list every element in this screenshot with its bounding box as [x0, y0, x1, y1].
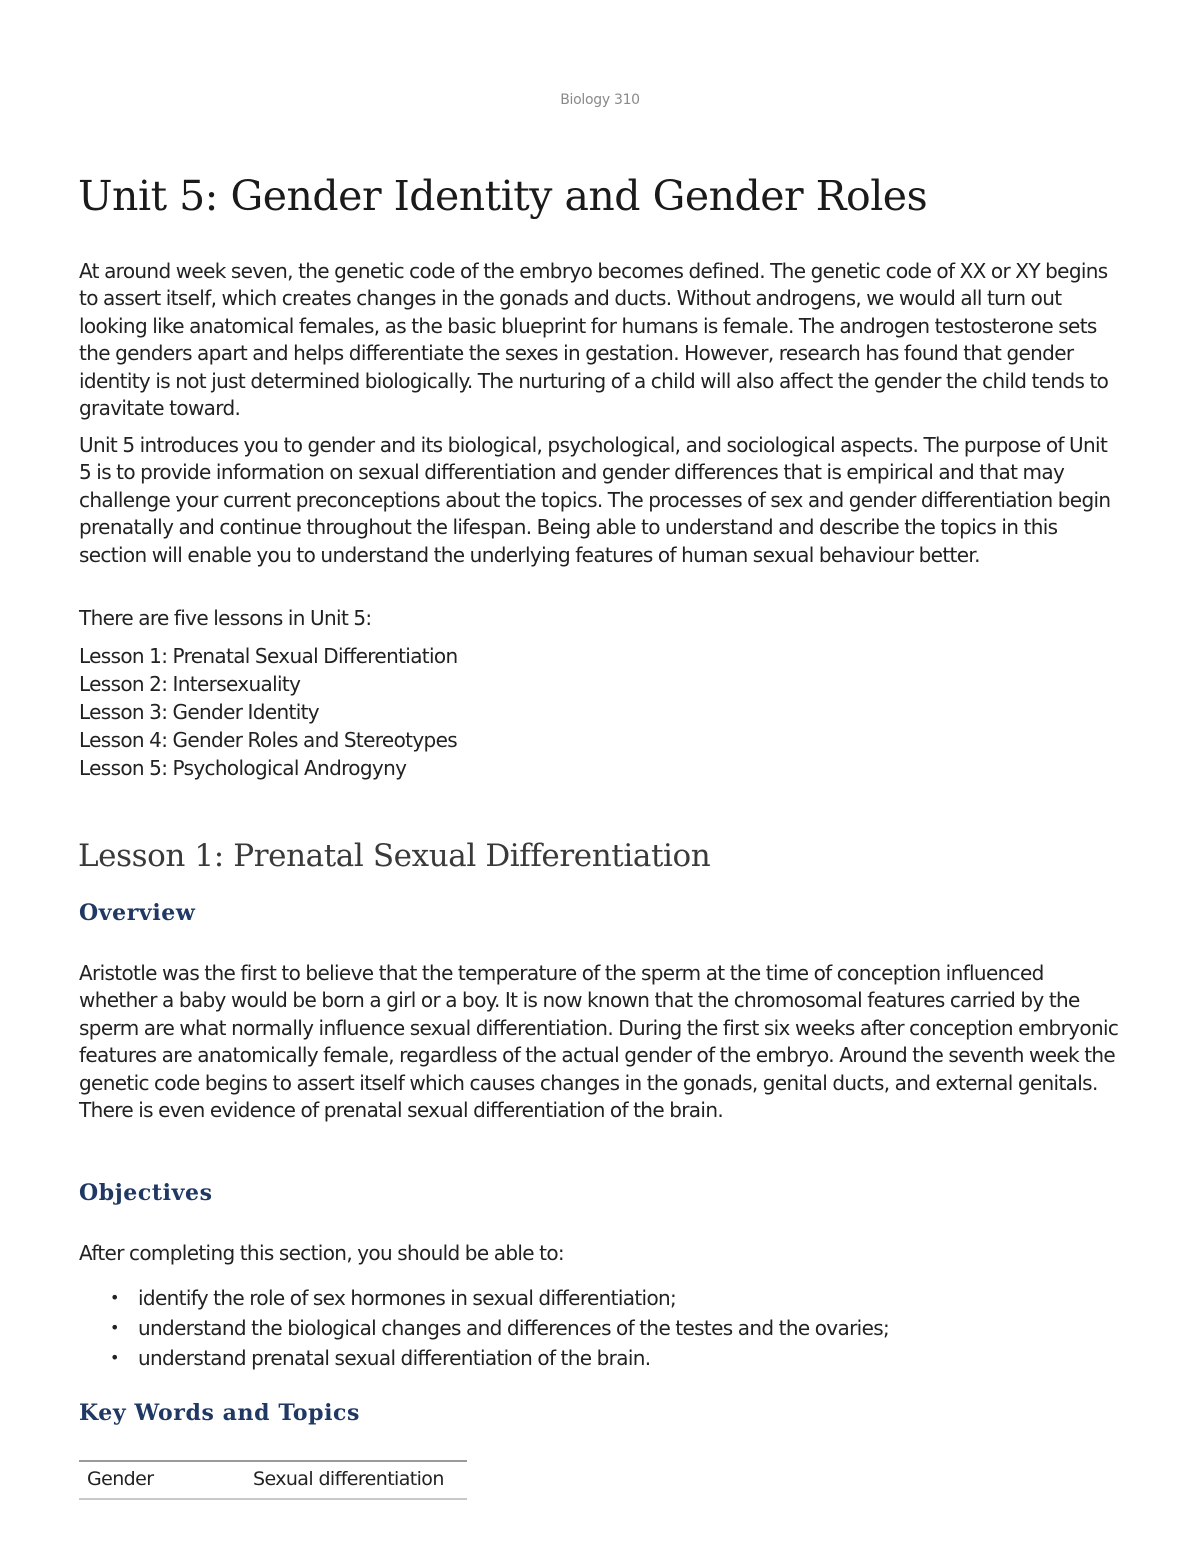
objective-text: understand prenatal sexual differentiation of the brain. — [138, 1346, 651, 1370]
intro-paragraph-1: At around week seven, the genetic code of the embryo becomes defined. The genetic code of XX or XY begins to assert itself, which creates changes in the gonads and ducts. Without androgens, we would all turn out looking like anatomical females, as the basic blueprint for humans is female. The androgen testosterone sets the genders apart and helps differentiate the sexes in gestation. However, research has found that gender identity is not just determined biologically. The nurturing of a child will also affect the gender the child tends to gravitate toward. — [79, 259, 1109, 421]
objective-text: understand the biological changes and differences of the testes and the ovaries; — [138, 1316, 890, 1340]
objectives-intro: After completing this section, you should be able to: — [79, 1241, 564, 1265]
bullet-icon: • — [110, 1288, 119, 1307]
keyword-cell: Gender — [87, 1468, 154, 1490]
objectives-list — [110, 1283, 889, 1373]
objectives-heading: Objectives — [79, 1180, 213, 1206]
lesson-list-item: Lesson 2: Intersexuality — [79, 672, 301, 696]
keywords-table — [79, 1460, 467, 1500]
lessons-intro: There are five lessons in Unit 5: — [79, 606, 372, 630]
running-header: Biology 310 — [560, 92, 640, 108]
lesson-list-item: Lesson 1: Prenatal Sexual Differentiation — [79, 644, 458, 668]
keywords-heading: Key Words and Topics — [79, 1400, 361, 1426]
table-row — [79, 1461, 467, 1499]
unit-title: Unit 5: Gender Identity and Gender Roles — [78, 172, 928, 220]
lesson-list-item: Lesson 5: Psychological Androgyny — [79, 756, 407, 780]
overview-paragraph: Aristotle was the first to believe that the temperature of the sperm at the time of conception influenced whether a baby would be born a girl or a boy. It is now known that the chromosomal features carried by the sperm are what normally influence sexual differentiation. During the first six weeks after conception embryonic features are anatomically female, regardless of the actual gender of the embryo. Around the seventh week the genetic code begins to assert itself which causes changes in the gonads, genital ducts, and external genitals. There is even evidence of prenatal sexual differentiation of the brain. — [79, 961, 1119, 1123]
lesson-list-item: Lesson 3: Gender Identity — [79, 700, 319, 724]
objective-item — [110, 1343, 889, 1373]
keyword-cell: Sexual differentiation — [253, 1468, 444, 1490]
lesson-1-title: Lesson 1: Prenatal Sexual Differentiation — [78, 838, 711, 874]
lesson-list — [79, 642, 1124, 782]
intro-paragraph-2: Unit 5 introduces you to gender and its biological, psychological, and sociological aspects. The purpose of Unit 5 is to provide information on sexual differentiation and gender differences that is empirical and that may challenge your current preconceptions about the topics. The processes of sex and gender differentiation begin prenatally and continue throughout the lifespan. Being able to understand and describe the topics in this section will enable you to understand the underlying features of human sexual behaviour better. — [79, 433, 1111, 567]
overview-heading: Overview — [79, 900, 196, 926]
bullet-icon: • — [110, 1348, 119, 1367]
objective-item — [110, 1283, 889, 1313]
lesson-list-item: Lesson 4: Gender Roles and Stereotypes — [79, 728, 458, 752]
bullet-icon: • — [110, 1318, 119, 1337]
objective-text: identify the role of sex hormones in sexual differentiation; — [138, 1286, 677, 1310]
objective-item — [110, 1313, 889, 1343]
